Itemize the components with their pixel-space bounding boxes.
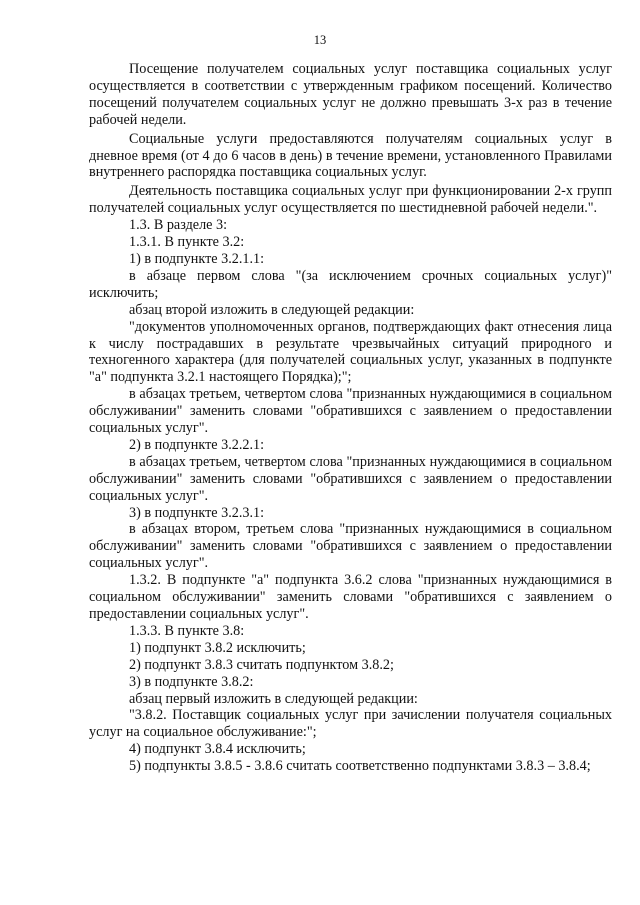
paragraph-3-8-2-quote: "3.8.2. Поставщик социальных услуг при зачислении получателя социальных услуг на социальное обслуживание:"; — [89, 707, 612, 741]
paragraph-replace-words-2: в абзацах третьем, четвертом слова "признанных нуждающимися в социальном обслуживании" заменить словами "обратившихся с заявлением о предоставлении социальных услуг". — [89, 453, 612, 504]
paragraph-daytime-services: Социальные услуги предоставляются получателям социальных услуг в дневное время (от 4 до 6 часов в день) в течение времени, установленного Правилами внутреннего распорядка поставщика социальных услуг. — [89, 130, 612, 181]
paragraph-six-day-week: Деятельность поставщика социальных услуг при функционировании 2-х групп получателей социальных услуг осуществляется по шестидневной рабочей недели.". — [89, 183, 612, 217]
paragraph-exclude-3-8-4: 4) подпункт 3.8.4 исключить; — [129, 741, 306, 758]
paragraph-renumber-3-8-5: 5) подпункты 3.8.5 - 3.8.6 считать соответственно подпунктами 3.8.3 – 3.8.4; — [129, 758, 591, 775]
paragraph-first-abzac-edit: абзац первый изложить в следующей редакции: — [129, 690, 418, 707]
page-number: 13 — [313, 33, 327, 47]
paragraph-item-3-8: 1.3.3. В пункте 3.8: — [129, 622, 245, 639]
paragraph-second-abzac: абзац второй изложить в следующей редакции: — [129, 301, 415, 318]
paragraph-first-abzac: в абзаце первом слова "(за исключением срочных социальных услуг)" исключить; — [89, 267, 612, 301]
paragraph-subitem-3-2-2-1: 2) в подпункте 3.2.2.1: — [129, 436, 265, 453]
document-body — [89, 61, 612, 775]
paragraph-replace-words-3: в абзацах втором, третьем слова "признанных нуждающимися в социальном обслуживании" заменить словами "обратившихся с заявлением о предоставлении социальных услуг". — [89, 521, 612, 572]
paragraph-subitem-3-2-1-1: 1) в подпункте 3.2.1.1: — [129, 250, 265, 267]
paragraph-item-3-2: 1.3.1. В пункте 3.2: — [129, 234, 245, 251]
paragraph-replace-words-1: в абзацах третьем, четвертом слова "признанных нуждающимися в социальном обслуживании" заменить словами "обратившихся с заявлением о предоставлении социальных услуг". — [89, 386, 612, 437]
paragraph-section-3: 1.3. В разделе 3: — [129, 217, 228, 234]
paragraph-exclude-3-8-2: 1) подпункт 3.8.2 исключить; — [129, 639, 306, 656]
paragraph-subitem-3-2-3-1: 3) в подпункте 3.2.3.1: — [129, 504, 265, 521]
paragraph-item-1-3-2: 1.3.2. В подпункте "а" подпункта 3.6.2 слова "признанных нуждающимися в социальном обслуживании" заменить словами "обратившихся с заявлением о предоставлении социальных услуг". — [89, 572, 612, 622]
paragraph-subitem-3-8-2: 3) в подпункте 3.8.2: — [129, 673, 254, 690]
paragraph-documents-quote: "документов уполномоченных органов, подтверждающих факт отнесения лица к числу пострадавших в результате чрезвычайных ситуаций природного и техногенного характера (для получателей социальных услуг, указанных в подпункте "а" подпункта 3.2.1 настоящего Порядка);"; — [89, 318, 612, 386]
paragraph-visit-schedule: Посещение получателем социальных услуг поставщика социальных услуг осуществляется в соответствии с утвержденным графиком посещений. Количество посещений получателем социальных услуг не должно превышать 3-х раз в течение рабочей недели. — [89, 61, 612, 128]
paragraph-renumber-3-8-3: 2) подпункт 3.8.3 считать подпунктом 3.8.2; — [129, 656, 394, 673]
